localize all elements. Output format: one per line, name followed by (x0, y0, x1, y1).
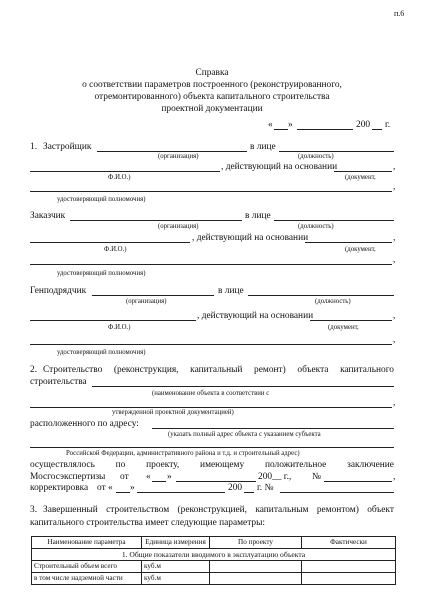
developer-authority-hint: удостоверяющий полномочия) (57, 196, 146, 203)
date-quote-close: » (288, 120, 293, 130)
customer-basis-field[interactable] (305, 242, 392, 243)
section-2-word: имеющему (200, 460, 245, 470)
contractor-position-hint: (должность) (315, 298, 351, 305)
date-quote-open: « (268, 120, 273, 130)
developer-org-hint: (организация) (158, 153, 199, 160)
contractor-authority-hint: удостоверяющий полномочия) (57, 349, 146, 356)
contractor-fio-field[interactable] (30, 320, 196, 321)
contractor-label: Генподрядчик (30, 286, 87, 296)
contractor-document-field[interactable] (30, 344, 392, 345)
section-2-line-1 (43, 366, 394, 375)
developer-basis-field[interactable] (334, 171, 392, 172)
customer-position-field[interactable] (274, 220, 394, 221)
customer-comma-2: , (393, 255, 396, 265)
header-parameter-name: Наименование параметра (32, 537, 142, 549)
customer-fio-field[interactable] (30, 242, 190, 243)
address-hint-2: Российской Федерации, административного района и т.д. и строительный адрес) (66, 450, 300, 457)
section-2-word: ремонт) (254, 365, 286, 375)
customer-authority-hint: удостоверяющий полномочия) (57, 270, 146, 277)
mge-day-field[interactable] (152, 481, 166, 482)
developer-document-hint: (документ, (345, 174, 376, 181)
correction-quote-close: » (130, 483, 135, 493)
section-3-line-2: капитального строительства имеет следующие параметры: (30, 518, 265, 528)
date-month-field[interactable] (297, 129, 353, 130)
section-2-word: осуществлялось (30, 460, 95, 470)
contractor-document-hint: (документ, (328, 324, 359, 331)
customer-document-hint: (документ, (345, 246, 376, 253)
section-2-word: Строительство (43, 365, 103, 375)
table-header-row (32, 537, 396, 549)
row-project-value[interactable] (210, 573, 302, 585)
correction-label: корректировка (30, 483, 89, 493)
date-year-prefix: 200 (356, 120, 371, 130)
mge-quote-close: » (167, 472, 172, 482)
section-3-word: ремонтом) (316, 505, 359, 515)
contractor-acting-basis: , действующий на основании (197, 311, 314, 321)
mge-from: от (120, 472, 129, 482)
section-2-number: 2. (30, 365, 38, 375)
section-3-word: объект (367, 505, 394, 515)
address-hint-1: (указать полный адрес объекта с указанием субъекта (168, 431, 321, 438)
address-field-2[interactable] (30, 447, 394, 448)
developer-comma-1: , (393, 162, 396, 172)
date-year-suffix: г. (385, 120, 391, 130)
object-name-hint-2: утвержденной проектной документацией) (112, 409, 234, 416)
section-3-word: (реконструкцией, (177, 505, 248, 515)
page-number: п.6 (394, 9, 405, 18)
section-3-number: 3. (30, 505, 38, 515)
correction-year: 200 (228, 483, 243, 493)
section-3-line-1 (43, 506, 394, 515)
table-section-row (32, 549, 396, 561)
row-project-value[interactable] (210, 561, 302, 573)
table-row (32, 561, 396, 573)
correction-g-number: г. № (257, 483, 274, 493)
contractor-organization-field[interactable] (92, 295, 214, 296)
developer-position-field[interactable] (279, 151, 394, 152)
section-2-word: положительное (264, 460, 327, 470)
contractor-basis-field[interactable] (310, 320, 392, 321)
section-3-word: капитальным (255, 505, 309, 515)
developer-organization-field[interactable] (97, 151, 247, 152)
section-2-comma: , (393, 398, 396, 408)
developer-acting-basis: , действующий на основании (221, 162, 338, 172)
located-at-label: расположенного по адресу: (30, 419, 139, 429)
developer-label: Застройщик (43, 142, 92, 152)
contractor-comma-2: , (393, 335, 396, 345)
contractor-org-hint: (организация) (126, 298, 167, 305)
correction-day-field[interactable] (116, 492, 130, 493)
section-2-word: объекта (297, 365, 329, 375)
header-unit: Единица измерения (142, 537, 210, 549)
row-unit: куб.м (142, 573, 210, 585)
mge-comma: , (393, 472, 396, 482)
date-day-field[interactable] (274, 129, 288, 130)
date-year-field[interactable] (372, 129, 382, 130)
customer-document-field[interactable] (30, 264, 392, 265)
header-project: По проекту (210, 537, 302, 549)
contractor-in-person: в лице (218, 286, 244, 296)
section-2-carried-line (30, 461, 394, 470)
contractor-comma-1: , (393, 311, 396, 321)
object-name-hint-1: (наименование объекта в соответствии с (152, 390, 270, 397)
customer-label: Заказчик (30, 211, 66, 221)
section-3-word: Завершенный (43, 505, 98, 515)
section-2-word: заключение (347, 460, 394, 470)
customer-position-hint: (должность) (298, 223, 334, 230)
correction-month-field[interactable] (137, 492, 225, 493)
mge-number-sign: № (312, 472, 321, 482)
developer-comma-2: , (393, 182, 396, 192)
contractor-fio-hint: Ф.И.О.) (108, 324, 131, 331)
mge-year: 200__ г., (258, 472, 292, 482)
developer-document-field[interactable] (30, 191, 392, 192)
customer-organization-field[interactable] (70, 220, 242, 221)
object-name-field[interactable] (92, 386, 394, 387)
header-actual: Фактически (302, 537, 396, 549)
section-2-word: (реконструкция, (113, 365, 179, 375)
section-2-word: капитального (340, 365, 394, 375)
correction-year-field[interactable] (244, 492, 254, 493)
row-actual-value[interactable] (302, 561, 396, 573)
customer-comma-1: , (393, 233, 396, 243)
section-2-word: проекту, (146, 460, 180, 470)
row-actual-value[interactable] (302, 573, 396, 585)
document-subtitle-line-1: о соответствии параметров построенного (реконструированного, (82, 80, 342, 90)
correction-from: от « (97, 483, 113, 493)
customer-fio-hint: Ф.И.О.) (104, 246, 127, 253)
document-subtitle-line-3: проектной документации (161, 104, 263, 114)
correction-number-field[interactable] (280, 492, 394, 493)
row-parameter-name: в том числе надземной части (32, 573, 142, 585)
row-unit: куб.м (142, 561, 210, 573)
developer-in-person: в лице (250, 142, 276, 152)
row-parameter-name: Строительный объем всего (32, 561, 142, 573)
section-3-word: строительством (106, 505, 170, 515)
developer-fio-hint: Ф.И.О.) (108, 174, 131, 181)
parameters-table (31, 536, 396, 585)
section-2-line-2: строительства (30, 377, 87, 387)
developer-fio-field[interactable] (30, 171, 220, 172)
table-row (32, 573, 396, 585)
contractor-position-field[interactable] (248, 295, 394, 296)
section-2-word: по (115, 460, 126, 470)
document-subtitle-line-2: отремонтированного) объекта капитального строительства (94, 92, 330, 102)
customer-org-hint: (организация) (158, 223, 199, 230)
table-section-title: 1. Общие показатели вводимого в эксплуатацию объекта (32, 549, 396, 561)
mge-month-field[interactable] (176, 481, 256, 482)
developer-position-hint: (должность) (298, 153, 334, 160)
object-name-field-2[interactable] (30, 407, 392, 408)
mge-number-field[interactable] (324, 481, 392, 482)
section-2-word: капитальный (190, 365, 243, 375)
customer-in-person: в лице (245, 211, 271, 221)
mge-label: Мосгосэкспертизы (30, 472, 106, 482)
mge-quote-open: « (146, 472, 151, 482)
customer-acting-basis: , действующий на основании (192, 233, 309, 243)
section-1-number: 1. (30, 142, 38, 152)
document-title: Справка (195, 68, 229, 78)
address-field[interactable] (152, 428, 394, 429)
